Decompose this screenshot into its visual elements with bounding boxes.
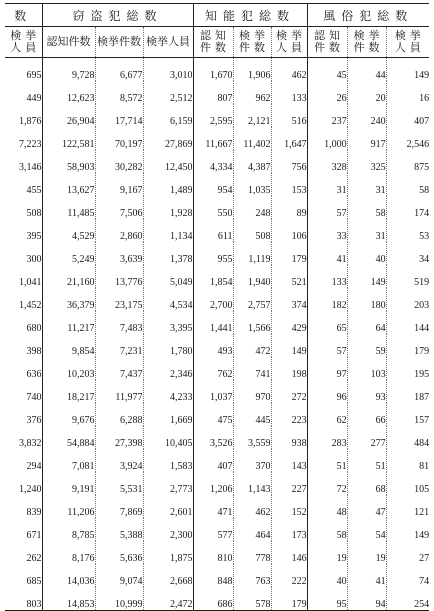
cell-intel-cleared: 462	[233, 495, 271, 518]
cell-morals-persons: 157	[386, 403, 429, 426]
header-intel-cleared-line2: 件数	[239, 42, 266, 54]
cell-theft-cleared: 5,531	[95, 472, 143, 495]
cell-morals-recognized: 51	[307, 449, 347, 472]
cell-persons-cleared: 395	[26, 231, 42, 242]
table-row	[5, 587, 429, 611]
cell-intel-persons: 462	[271, 58, 307, 82]
cell-morals-recognized: 96	[307, 380, 347, 403]
cell-intel-cleared: 962	[233, 81, 271, 104]
cell-intel-persons: 149	[271, 334, 307, 357]
cell-morals-persons: 179	[386, 334, 429, 357]
cell-persons-cleared: 294	[26, 461, 42, 472]
cell-theft-persons: 1,134	[143, 219, 193, 242]
cell-intel-recognized: 762	[193, 357, 233, 380]
header-morals-recognized-line2: 件数	[314, 42, 341, 54]
cell-intel-recognized: 475	[193, 403, 233, 426]
table-row	[5, 518, 429, 541]
table-row	[5, 242, 429, 265]
cell-morals-recognized: 237	[307, 104, 347, 127]
cell-theft-cleared: 13,776	[95, 265, 143, 288]
cell-theft-cleared: 27,398	[95, 426, 143, 449]
cell-morals-persons: 149	[386, 58, 429, 82]
table-body	[5, 58, 429, 611]
cell-intel-persons: 106	[271, 219, 307, 242]
cell-morals-recognized: 1,000	[307, 127, 347, 150]
cell-theft-persons: 3,395	[143, 311, 193, 334]
cell-morals-cleared: 180	[347, 288, 386, 311]
cell-intel-persons: 146	[271, 541, 307, 564]
cell-theft-cleared: 30,282	[95, 150, 143, 173]
cell-theft-recognized: 5,249	[42, 242, 95, 265]
table-row	[5, 196, 429, 219]
cell-theft-persons: 5,049	[143, 265, 193, 288]
cell-intel-persons: 521	[271, 265, 307, 288]
cell-theft-persons: 27,869	[143, 127, 193, 150]
cell-theft-recognized: 18,217	[42, 380, 95, 403]
cell-morals-persons: 187	[386, 380, 429, 403]
header-count-top: 数	[5, 4, 42, 27]
header-group-theft: 窃盗犯総数	[42, 4, 193, 27]
cell-theft-cleared: 7,506	[95, 196, 143, 219]
cell-theft-recognized: 11,217	[42, 311, 95, 334]
cell-morals-persons: 16	[386, 81, 429, 104]
cell-morals-recognized: 182	[307, 288, 347, 311]
cell-morals-persons: 519	[386, 265, 429, 288]
cell-morals-recognized: 45	[307, 58, 347, 82]
cell-morals-cleared: 58	[347, 196, 386, 219]
table-row	[5, 426, 429, 449]
cell-intel-recognized: 2,700	[193, 288, 233, 311]
cell-theft-cleared: 5,388	[95, 518, 143, 541]
cell-morals-persons: 53	[386, 219, 429, 242]
cell-intel-persons: 516	[271, 104, 307, 127]
cell-intel-cleared: 578	[233, 587, 271, 611]
cell-intel-cleared: 1,119	[233, 242, 271, 265]
cell-theft-recognized: 14,853	[42, 587, 95, 611]
cell-intel-recognized: 407	[193, 449, 233, 472]
cell-theft-cleared: 9,167	[95, 173, 143, 196]
cell-intel-recognized: 493	[193, 334, 233, 357]
cell-morals-cleared: 47	[347, 495, 386, 518]
table-row	[5, 219, 429, 242]
header-morals-recognized-line1: 認知	[314, 30, 341, 42]
cell-theft-cleared: 11,977	[95, 380, 143, 403]
cell-intel-recognized: 550	[193, 196, 233, 219]
cell-intel-cleared: 445	[233, 403, 271, 426]
cell-morals-persons: 34	[386, 242, 429, 265]
cell-intel-cleared: 1,035	[233, 173, 271, 196]
table-row	[5, 127, 429, 150]
cell-persons-cleared: 3,146	[19, 162, 42, 173]
cell-morals-persons: 27	[386, 541, 429, 564]
cell-theft-recognized: 8,785	[42, 518, 95, 541]
cell-morals-recognized: 40	[307, 564, 347, 587]
cell-theft-persons: 2,601	[143, 495, 193, 518]
header-intel-recognized-line1: 認知	[200, 30, 227, 42]
cell-morals-cleared: 54	[347, 518, 386, 541]
header-row-columns	[5, 27, 429, 58]
cell-intel-persons: 227	[271, 472, 307, 495]
cell-intel-cleared: 763	[233, 564, 271, 587]
header-morals-cleared-line1: 検挙	[353, 30, 380, 42]
cell-intel-recognized: 848	[193, 564, 233, 587]
cell-theft-recognized: 4,529	[42, 219, 95, 242]
cell-theft-persons: 1,928	[143, 196, 193, 219]
cell-intel-cleared: 1,906	[233, 58, 271, 82]
table-row	[5, 472, 429, 495]
header-morals-cleared-line2: 件数	[353, 42, 380, 54]
cell-morals-persons: 195	[386, 357, 429, 380]
cell-theft-recognized: 14,036	[42, 564, 95, 587]
cell-morals-recognized: 33	[307, 219, 347, 242]
table-row	[5, 357, 429, 380]
cell-intel-cleared: 2,757	[233, 288, 271, 311]
table-row	[5, 311, 429, 334]
cell-persons-cleared: 398	[26, 346, 42, 357]
cell-theft-cleared: 70,197	[95, 127, 143, 150]
cell-intel-recognized: 1,854	[193, 265, 233, 288]
table-row	[5, 58, 429, 82]
cell-persons-cleared: 839	[26, 507, 42, 518]
cell-intel-recognized: 955	[193, 242, 233, 265]
cell-theft-persons: 2,346	[143, 357, 193, 380]
cell-persons-cleared: 680	[26, 323, 42, 334]
cell-persons-cleared: 1,876	[19, 116, 42, 127]
cell-persons-cleared: 7,223	[19, 139, 42, 150]
table-row	[5, 288, 429, 311]
cell-intel-persons: 1,647	[271, 127, 307, 150]
cell-intel-persons: 374	[271, 288, 307, 311]
cell-theft-cleared: 5,636	[95, 541, 143, 564]
cell-intel-recognized: 1,037	[193, 380, 233, 403]
header-morals-persons-line1: 検挙	[394, 30, 421, 42]
cell-theft-recognized: 9,191	[42, 472, 95, 495]
cell-morals-recognized: 57	[307, 196, 347, 219]
cell-morals-cleared: 68	[347, 472, 386, 495]
cell-intel-recognized: 577	[193, 518, 233, 541]
cell-morals-recognized: 58	[307, 518, 347, 541]
cell-intel-cleared: 970	[233, 380, 271, 403]
cell-morals-recognized: 62	[307, 403, 347, 426]
cell-intel-recognized: 1,670	[193, 58, 233, 82]
table-row	[5, 81, 429, 104]
cell-theft-persons: 4,233	[143, 380, 193, 403]
cell-morals-recognized: 31	[307, 173, 347, 196]
cell-morals-recognized: 328	[307, 150, 347, 173]
cell-morals-cleared: 149	[347, 265, 386, 288]
cell-morals-persons: 407	[386, 104, 429, 127]
cell-theft-recognized: 11,485	[42, 196, 95, 219]
cell-intel-persons: 89	[271, 196, 307, 219]
table-row	[5, 541, 429, 564]
cell-theft-cleared: 7,483	[95, 311, 143, 334]
cell-morals-persons: 875	[386, 150, 429, 173]
cell-morals-cleared: 103	[347, 357, 386, 380]
cell-morals-persons: 203	[386, 288, 429, 311]
cell-morals-recognized: 48	[307, 495, 347, 518]
cell-theft-recognized: 12,623	[42, 81, 95, 104]
cell-persons-cleared: 262	[26, 553, 42, 564]
cell-theft-persons: 4,534	[143, 288, 193, 311]
cell-persons-cleared: 508	[26, 208, 42, 219]
cell-intel-persons: 222	[271, 564, 307, 587]
cell-theft-recognized: 36,379	[42, 288, 95, 311]
cell-theft-cleared: 6,677	[95, 58, 143, 82]
cell-morals-cleared: 66	[347, 403, 386, 426]
cell-morals-persons: 144	[386, 311, 429, 334]
table-row	[5, 380, 429, 403]
cell-morals-recognized: 133	[307, 265, 347, 288]
cell-intel-cleared: 1,566	[233, 311, 271, 334]
table-row	[5, 173, 429, 196]
cell-theft-recognized: 9,854	[42, 334, 95, 357]
cell-morals-cleared: 94	[347, 587, 386, 611]
cell-morals-persons: 121	[386, 495, 429, 518]
header-group-morals: 風俗犯総数	[307, 4, 429, 27]
cell-theft-recognized: 11,206	[42, 495, 95, 518]
cell-morals-persons: 2,546	[386, 127, 429, 150]
cell-theft-cleared: 7,869	[95, 495, 143, 518]
cell-intel-recognized: 807	[193, 81, 233, 104]
header-theft-cleared: 検挙件数	[95, 27, 143, 58]
cell-intel-cleared: 11,402	[233, 127, 271, 150]
header-morals-cleared	[347, 27, 386, 58]
cell-theft-cleared: 3,924	[95, 449, 143, 472]
cell-persons-cleared: 449	[26, 93, 42, 104]
cell-intel-persons: 272	[271, 380, 307, 403]
table-row	[5, 334, 429, 357]
cell-intel-cleared: 370	[233, 449, 271, 472]
header-persons-cleared	[5, 27, 42, 58]
header-morals-persons-line2: 人員	[394, 42, 421, 54]
cell-morals-cleared: 31	[347, 219, 386, 242]
cell-intel-cleared: 1,143	[233, 472, 271, 495]
header-row-groups	[5, 4, 429, 27]
cell-intel-cleared: 472	[233, 334, 271, 357]
header-intel-recognized-line2: 件数	[200, 42, 227, 54]
cell-intel-persons: 429	[271, 311, 307, 334]
header-group-intellectual: 知能犯総数	[193, 4, 307, 27]
cell-theft-persons: 10,405	[143, 426, 193, 449]
cell-intel-recognized: 11,667	[193, 127, 233, 150]
cell-intel-recognized: 1,206	[193, 472, 233, 495]
table-row	[5, 403, 429, 426]
cell-morals-cleared: 20	[347, 81, 386, 104]
cell-theft-persons: 2,512	[143, 81, 193, 104]
cell-theft-cleared: 7,231	[95, 334, 143, 357]
cell-theft-persons: 2,300	[143, 518, 193, 541]
cell-persons-cleared: 803	[5, 587, 42, 611]
cell-morals-persons: 174	[386, 196, 429, 219]
cell-intel-persons: 152	[271, 495, 307, 518]
header-theft-persons: 検挙人員	[143, 27, 193, 58]
cell-intel-cleared: 1,940	[233, 265, 271, 288]
header-intel-persons-line1: 検挙	[276, 30, 303, 42]
cell-theft-cleared: 17,714	[95, 104, 143, 127]
cell-morals-cleared: 93	[347, 380, 386, 403]
cell-persons-cleared: 3,832	[19, 438, 42, 449]
cell-theft-cleared: 23,175	[95, 288, 143, 311]
cell-theft-persons: 3,010	[143, 58, 193, 82]
cell-morals-recognized: 41	[307, 242, 347, 265]
cell-intel-cleared: 2,121	[233, 104, 271, 127]
cell-persons-cleared: 1,452	[19, 300, 42, 311]
cell-intel-persons: 938	[271, 426, 307, 449]
header-intel-cleared	[233, 27, 271, 58]
cell-intel-recognized: 611	[193, 219, 233, 242]
crime-statistics-table	[5, 3, 429, 611]
cell-intel-cleared: 3,559	[233, 426, 271, 449]
cell-theft-persons: 12,450	[143, 150, 193, 173]
header-intel-persons-line2: 人員	[276, 42, 303, 54]
cell-intel-recognized: 2,595	[193, 104, 233, 127]
cell-theft-recognized: 21,160	[42, 265, 95, 288]
cell-theft-persons: 2,773	[143, 472, 193, 495]
cell-morals-recognized: 65	[307, 311, 347, 334]
cell-morals-recognized: 95	[307, 587, 347, 611]
cell-theft-recognized: 8,176	[42, 541, 95, 564]
cell-persons-cleared: 1,041	[19, 277, 42, 288]
cell-theft-persons: 1,780	[143, 334, 193, 357]
cell-morals-cleared: 40	[347, 242, 386, 265]
header-morals-persons	[386, 27, 429, 58]
table-row	[5, 104, 429, 127]
cell-intel-cleared: 778	[233, 541, 271, 564]
cell-intel-cleared: 741	[233, 357, 271, 380]
cell-persons-cleared: 1,240	[19, 484, 42, 495]
cell-morals-persons: 149	[386, 518, 429, 541]
cell-theft-cleared: 9,074	[95, 564, 143, 587]
cell-morals-cleared: 31	[347, 173, 386, 196]
cell-intel-persons: 143	[271, 449, 307, 472]
cell-theft-cleared: 6,288	[95, 403, 143, 426]
cell-persons-cleared: 671	[26, 530, 42, 541]
cell-intel-persons: 756	[271, 150, 307, 173]
cell-morals-cleared: 240	[347, 104, 386, 127]
cell-intel-cleared: 508	[233, 219, 271, 242]
cell-persons-cleared: 695	[26, 70, 42, 81]
cell-intel-recognized: 954	[193, 173, 233, 196]
cell-intel-recognized: 1,441	[193, 311, 233, 334]
table-row	[5, 265, 429, 288]
cell-morals-persons: 81	[386, 449, 429, 472]
cell-morals-persons: 254	[386, 587, 429, 611]
cell-theft-persons: 1,583	[143, 449, 193, 472]
cell-morals-recognized: 97	[307, 357, 347, 380]
cell-intel-recognized: 810	[193, 541, 233, 564]
cell-theft-persons: 6,159	[143, 104, 193, 127]
cell-morals-recognized: 57	[307, 334, 347, 357]
table-header	[5, 4, 429, 58]
cell-intel-cleared: 4,387	[233, 150, 271, 173]
cell-intel-persons: 179	[271, 242, 307, 265]
cell-intel-persons: 133	[271, 81, 307, 104]
cell-persons-cleared: 685	[26, 576, 42, 587]
cell-theft-cleared: 2,860	[95, 219, 143, 242]
cell-theft-recognized: 10,203	[42, 357, 95, 380]
cell-intel-persons: 223	[271, 403, 307, 426]
cell-theft-recognized: 54,884	[42, 426, 95, 449]
cell-intel-recognized: 471	[193, 495, 233, 518]
cell-theft-recognized: 58,903	[42, 150, 95, 173]
cell-persons-cleared: 300	[26, 254, 42, 265]
header-persons-cleared-label: 検挙人員	[10, 30, 37, 54]
cell-morals-persons: 484	[386, 426, 429, 449]
cell-morals-persons: 58	[386, 173, 429, 196]
table-row	[5, 449, 429, 472]
cell-intel-recognized: 686	[193, 587, 233, 611]
cell-morals-recognized: 72	[307, 472, 347, 495]
table-row	[5, 150, 429, 173]
cell-theft-persons: 1,875	[143, 541, 193, 564]
cell-theft-recognized: 7,081	[42, 449, 95, 472]
cell-theft-recognized: 9,728	[42, 58, 95, 82]
table-row	[5, 495, 429, 518]
cell-morals-cleared: 917	[347, 127, 386, 150]
cell-theft-recognized: 13,627	[42, 173, 95, 196]
cell-intel-cleared: 248	[233, 196, 271, 219]
header-intel-persons	[271, 27, 307, 58]
cell-morals-cleared: 277	[347, 426, 386, 449]
cell-intel-recognized: 4,334	[193, 150, 233, 173]
cell-theft-persons: 2,668	[143, 564, 193, 587]
cell-morals-recognized: 283	[307, 426, 347, 449]
cell-theft-persons: 1,378	[143, 242, 193, 265]
cell-morals-cleared: 325	[347, 150, 386, 173]
cell-morals-recognized: 26	[307, 81, 347, 104]
cell-morals-persons: 105	[386, 472, 429, 495]
cell-morals-cleared: 41	[347, 564, 386, 587]
table-row	[5, 564, 429, 587]
cell-theft-recognized: 9,676	[42, 403, 95, 426]
cell-intel-persons: 198	[271, 357, 307, 380]
cell-theft-recognized: 26,904	[42, 104, 95, 127]
cell-theft-cleared: 8,572	[95, 81, 143, 104]
cell-theft-recognized: 122,581	[42, 127, 95, 150]
cell-morals-cleared: 19	[347, 541, 386, 564]
cell-persons-cleared: 636	[26, 369, 42, 380]
cell-intel-cleared: 464	[233, 518, 271, 541]
cell-intel-persons: 173	[271, 518, 307, 541]
cell-theft-cleared: 3,639	[95, 242, 143, 265]
cell-intel-persons: 153	[271, 173, 307, 196]
cell-intel-persons: 179	[271, 587, 307, 611]
cell-theft-persons: 1,489	[143, 173, 193, 196]
header-morals-recognized	[307, 27, 347, 58]
header-intel-recognized	[193, 27, 233, 58]
cell-persons-cleared: 740	[26, 392, 42, 403]
header-theft-recognized: 認知件数	[42, 27, 95, 58]
cell-theft-cleared: 7,437	[95, 357, 143, 380]
cell-morals-cleared: 44	[347, 58, 386, 82]
cell-theft-persons: 1,669	[143, 403, 193, 426]
cell-theft-cleared: 10,999	[95, 587, 143, 611]
cell-persons-cleared: 455	[26, 185, 42, 196]
cell-morals-persons: 74	[386, 564, 429, 587]
cell-morals-cleared: 59	[347, 334, 386, 357]
header-intel-cleared-line1: 検挙	[239, 30, 266, 42]
cell-theft-persons: 2,472	[143, 587, 193, 611]
cell-persons-cleared: 376	[26, 415, 42, 426]
cell-intel-recognized: 3,526	[193, 426, 233, 449]
cell-morals-recognized: 19	[307, 541, 347, 564]
cell-morals-cleared: 51	[347, 449, 386, 472]
cell-morals-cleared: 64	[347, 311, 386, 334]
